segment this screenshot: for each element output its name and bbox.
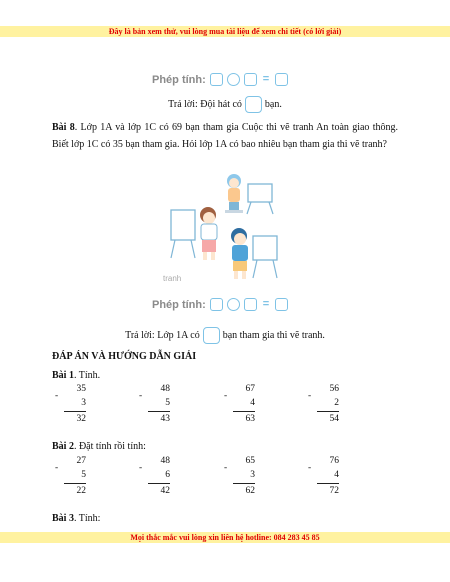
answer-suffix: bạn. [264, 98, 282, 110]
phep-tinh-label: Phép tính: [152, 74, 206, 86]
answer-line-2 [0, 327, 450, 344]
result-line [233, 411, 255, 412]
result-line [148, 411, 170, 412]
minus-sign: - [139, 391, 143, 401]
minuend: 56 [329, 384, 339, 394]
number-box[interactable] [244, 298, 257, 311]
result-line [317, 483, 339, 484]
subtrahend: 5 [81, 470, 86, 480]
answer-prefix: Trả lời: Lớp 1A có [125, 329, 200, 341]
exercise-3-heading [52, 511, 100, 527]
solutions-heading: ĐÁP ÁN VÀ HƯỚNG DẪN GIẢI [52, 351, 197, 362]
minus-sign: - [308, 463, 312, 473]
difference: 72 [329, 486, 339, 496]
subtrahend: 2 [334, 398, 339, 408]
minuend: 27 [76, 456, 86, 466]
exercise-2-text: . Đặt tính rồi tính: [73, 441, 146, 452]
number-box[interactable] [244, 73, 257, 86]
minuend: 76 [329, 456, 339, 466]
result-line [148, 483, 170, 484]
difference: 54 [329, 414, 339, 424]
result-line [64, 483, 86, 484]
phep-tinh-label: Phép tính: [152, 299, 206, 311]
children-drawing-illustration [165, 170, 285, 288]
minuend: 35 [76, 384, 86, 394]
exercise-2-heading [52, 439, 146, 455]
difference: 32 [76, 414, 86, 424]
minus-sign: - [308, 391, 312, 401]
hotline-banner: Mọi thắc mắc vui lòng xin liên hệ hotline: 084 283 45 85 [0, 532, 450, 543]
result-line [317, 411, 339, 412]
calculation-row-2 [152, 295, 288, 313]
minuend: 48 [160, 456, 170, 466]
difference: 63 [245, 414, 255, 424]
subtrahend: 4 [250, 398, 255, 408]
result-box[interactable] [275, 298, 288, 311]
difference: 22 [76, 486, 86, 496]
minus-sign: - [55, 463, 59, 473]
minuend: 67 [245, 384, 255, 394]
equals-sign: = [262, 298, 270, 311]
calculation-row-1 [152, 70, 288, 88]
minuend: 65 [245, 456, 255, 466]
exercise-2-label: Bài 2 [52, 441, 74, 452]
minuend: 48 [160, 384, 170, 394]
answer-line-1 [0, 96, 450, 113]
result-box[interactable] [275, 73, 288, 86]
operator-circle[interactable] [227, 73, 240, 86]
answer-box[interactable] [245, 96, 262, 113]
problem-8-text: . Lớp 1A và lớp 1C có 69 bạn tham gia Cuộc thi vẽ tranh An toàn giao thông. Biết lớp 1C có 35 bạn tham gia. Hỏi lớp 1A có bao nhiêu bạn tham gia thi vẽ tranh? [52, 122, 398, 150]
exercise-3-text: . Tính: [73, 513, 101, 524]
result-line [233, 483, 255, 484]
minus-sign: - [139, 463, 143, 473]
exercise-1-heading [52, 368, 100, 384]
subtrahend: 6 [165, 470, 170, 480]
minus-sign: - [224, 391, 228, 401]
exercise-3-label: Bài 3 [52, 513, 74, 524]
number-box[interactable] [210, 73, 223, 86]
minus-sign: - [55, 391, 59, 401]
subtrahend: 3 [81, 398, 86, 408]
subtrahend: 4 [334, 470, 339, 480]
answer-box[interactable] [203, 327, 220, 344]
minus-sign: - [224, 463, 228, 473]
subtrahend: 5 [165, 398, 170, 408]
difference: 43 [160, 414, 170, 424]
difference: 42 [160, 486, 170, 496]
answer-suffix: bạn tham gia thi vẽ tranh. [222, 329, 325, 341]
equals-sign: = [262, 73, 270, 86]
result-line [64, 411, 86, 412]
subtrahend: 3 [250, 470, 255, 480]
exercise-1-label: Bài 1 [52, 370, 74, 381]
problem-8 [52, 119, 398, 153]
answer-prefix: Trả lời: Đội hát có [168, 98, 242, 110]
image-caption: tranh [163, 274, 182, 283]
preview-banner: Đây là bản xem thử, vui lòng mua tài liệu để xem chi tiết (có lời giải) [0, 26, 450, 37]
difference: 62 [245, 486, 255, 496]
exercise-1-text: . Tính. [73, 370, 101, 381]
operator-circle[interactable] [227, 298, 240, 311]
number-box[interactable] [210, 298, 223, 311]
problem-8-label: Bài 8 [52, 122, 75, 133]
